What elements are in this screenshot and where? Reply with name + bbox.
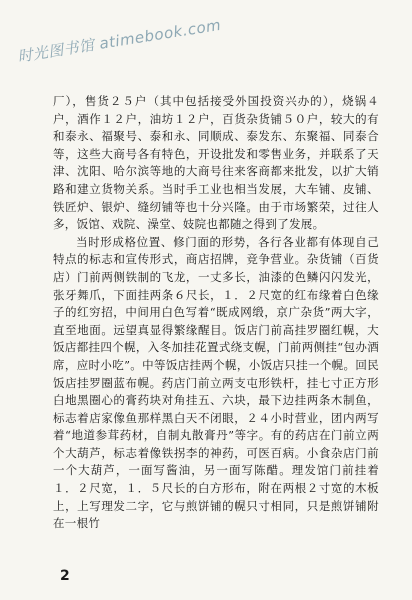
page-number: 2 — [60, 568, 70, 584]
paragraph-1: 厂），售货２５户（其中包括接受外国投资兴办的），烧锅４户，酒作１２户，油坊１２户，百货杂货铺５０户，较大的有和泰永、福聚号、泰和永、同顺成、泰发东、东聚福、同泰合等，这些大商号各有特色，开设批发和零售业务，并联系了天津、沈阳、哈尔滨等地的大商号往来客商都来批发，以扩大销路和建立货物关系。当时手工业也相当发展，大车铺、皮铺、铁匠炉、银炉、缝纫铺等也十分兴隆。由于市场繁荣，过往人多，饭馆、戏院、澡堂、妓院也都随之得到了发展。 — [53, 94, 379, 232]
body-text — [53, 93, 379, 533]
watermark: 时光图书馆 atimebook.com — [16, 15, 223, 66]
paragraph-2: 当时形成格位置、修门面的形势，各行各业都有体现自己特点的标志和宣传形式，商店招牌，竞争营业。杂货铺（百货店）门前两侧铁制的飞龙，一丈多长，油漆的色鳞闪闪发光，张牙舞爪，下面挂两条６尺长，１．２尺宽的红布缘着白色缘子的红穷招，中间用白色写着“既成网缎，京广杂货”两大字，直至地面。远望真显得繁缘醒目。饭店门前高挂罗圈红幌，大饭店都挂四个幌，入冬加挂花置式绕支幌，门前两侧挂“包办酒席，应时小吃”。中等饭店挂两个幌，小饭店只挂一个幌。回民饭店挂罗圈蓝布幌。药店门前立两支屯形铁杆，挂七寸正方形白地黑圈心的膏药块对角挂五、六块，最下边挂两条木制鱼，标志着店家像鱼那样黑白天不闭眼，２４小时营业，团内两写着“地道参茸药材，自制丸散膏丹”等字。有的药店在门前立两个大葫芦，标志着像铁拐李的神药，可医百病。小食杂店门前一个大葫芦，一面写酱油，另一面写陈醋。理发馆门前挂着１．２尺宽，１．５尺长的白方形布，附在两根２寸宽的木板上，上写理发二字，它与煎饼铺的幌只寸相同，只是煎饼铺附在一根竹 — [53, 234, 379, 531]
